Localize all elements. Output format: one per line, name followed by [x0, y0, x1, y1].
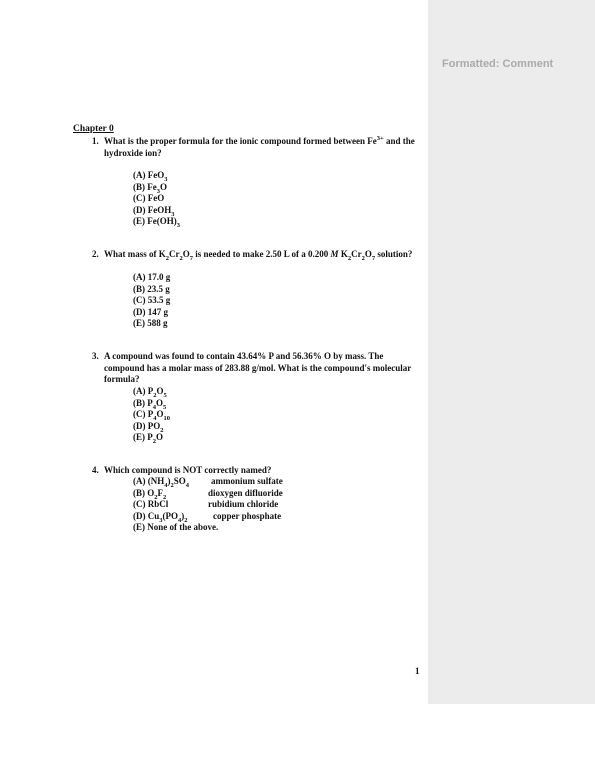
- option-c: (C) RbCl rubidium chloride: [133, 499, 279, 509]
- option-a-name: ammonium sulfate: [211, 476, 283, 486]
- chapter-heading: Chapter 0: [73, 124, 114, 134]
- option-c: (C) FeO: [133, 193, 165, 203]
- option-e: (E) $Fe(OH)_3$: [133, 216, 180, 229]
- option-b: (B) $O_2F_2$ dioxygen difluoride: [133, 487, 283, 501]
- option-d: (D) FeOH$_3$: [133, 204, 175, 218]
- comment-margin: [428, 0, 595, 704]
- question-text: Which compound is NOT correctly named?: [104, 465, 272, 475]
- option-e: (E) 588 g: [133, 318, 168, 328]
- option-a: (A) 17.0 g: [133, 272, 171, 282]
- option-a: (A) $P_2O_5$: [133, 386, 167, 399]
- option-e: (E) $P_2O$: [133, 432, 164, 445]
- question-number: 2.: [92, 249, 99, 259]
- question-number: 4.: [92, 465, 99, 475]
- option-b: (B) $Fe_3O$: [133, 181, 168, 195]
- question-4: [92, 465, 422, 477]
- option-c: (C) 53.5 g: [133, 295, 171, 305]
- option-a: (A) $(NH_4)_2SO_4$ ammonium sulfate: [133, 476, 283, 489]
- page-number: 1: [415, 666, 420, 676]
- option-d: (D) $PO_2$: [133, 420, 164, 434]
- question-number: 1.: [92, 136, 99, 146]
- question-2: [92, 249, 422, 261]
- option-d: (D) 147 g: [133, 306, 168, 317]
- page-footer-area: [0, 704, 595, 770]
- question-3-options: [133, 386, 170, 444]
- formatted-comment-label[interactable]: Formatted: Comment: [442, 58, 554, 70]
- option-d: (D) $Cu_3(PO_4)_2$ copper phosphate: [133, 510, 282, 524]
- question-text: What mass of $K_2Cr_2O_7$ is needed to make 2.50 L of a 0.200 M $K_2Cr_2O_7$ solution?: [104, 249, 413, 262]
- option-a: (A) FeO$_3$: [133, 170, 168, 183]
- option-d-name: copper phosphate: [213, 510, 282, 521]
- option-b: (B) 23.5 g: [133, 283, 170, 294]
- question-1-options: [133, 170, 180, 228]
- option-c-name: rubidium chloride: [208, 499, 279, 509]
- question-3: [92, 351, 417, 386]
- option-c: (C) $P_4O_{10}$: [133, 409, 171, 422]
- question-text: A compound was found to contain 43.64% P and 56.36% O by mass. The compound has a molar mass of 283.88 g/mol. What is the compound's molecular formula?: [104, 351, 412, 384]
- option-b: (B) $P_4O_5$: [133, 397, 167, 411]
- option-b-name: dioxygen difluoride: [208, 487, 283, 498]
- question-4-options: [133, 476, 283, 534]
- question-number: 3.: [92, 351, 99, 361]
- question-2-options: [133, 272, 170, 330]
- question-1: [92, 136, 422, 159]
- question-text: What is the proper formula for the ionic compound formed between $Fe^{3+}$ and the hydroxide ion?: [104, 135, 415, 158]
- option-e: (E) None of the above.: [133, 522, 219, 532]
